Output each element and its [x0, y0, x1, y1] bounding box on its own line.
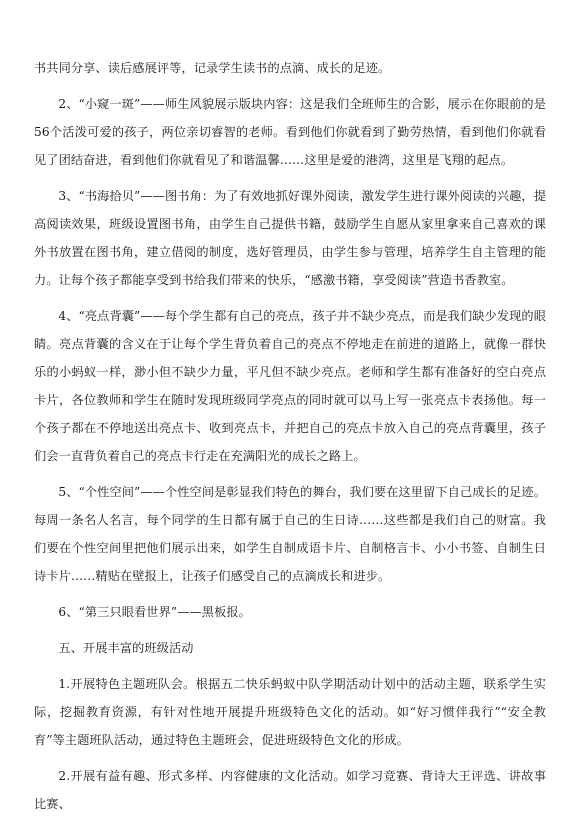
paragraph-item-2: 2、“小窥一斑”——师生风貌展示版块内容：这是我们全班师生的合影，展示在你眼前的是56个活泼可爱的孩子，两位亲切睿智的老师。看到他们你就看到了勤劳热情，看到他们你就看见了团结奋进，看到他们你就看见了和谐温馨……这里是爱的港湾，这里是飞翔的起点。 — [34, 97, 546, 167]
paragraph-item-3: 3、“书海拾贝”——图书角：为了有效地抓好课外阅读，激发学生进行课外阅读的兴趣，提高阅读效果，班级设置图书角，由学生自己提供书籍，鼓励学生自愿从家里拿来自己喜欢的课外书放置在图书角，建立借阅的制度，选好管理员，由学生参与管理，培养学生自主管理的能力。让每个孩子都能享受到书给我们带来的快乐，“感激书籍，享受阅读”营造书香教室。 — [34, 189, 546, 287]
paragraph-activity-2: 2.开展有益有趣、形式多样、内容健康的文化活动。如学习竞赛、背诗大王评选、讲故事比赛、 — [34, 769, 546, 811]
paragraph-continuation: 书共同分享、读后感展评等，记录学生读书的点滴、成长的足迹。 — [34, 61, 391, 75]
paragraph-activity-1: 1.开展特色主题班队会。根据五二快乐蚂蚁中队学期活动计划中的活动主题，联系学生实际，挖掘教育资源，有针对性地开展提升班级特色文化的活动。如“好习惯伴我行”“安全教育”等主题班队活动，通过特色主题班会，促进班级特色文化的形成。 — [34, 677, 546, 747]
paragraph-item-6: 6、“第三只眼看世界”——黑板报。 — [58, 605, 251, 619]
section-heading-5: 五、开展丰富的班级活动 — [58, 641, 194, 655]
paragraph-item-5: 5、“个性空间”——个性空间是彰显我们特色的舞台，我们要在这里留下自己成长的足迹。每周一条名人名言，每个同学的生日都有属于自己的生日诗……这些都是我们自己的财富。我们要在个性空间里把他们展示出来，如学生自制成语卡片、自制格言卡、小小书签、自制生日诗卡片……精贴在壁报上，让孩子们感受自己的点滴成长和进步。 — [34, 485, 546, 583]
document-page — [34, 54, 546, 826]
paragraph-item-4: 4、“亮点背囊”——每个学生都有自己的亮点，孩子并不缺少亮点，而是我们缺少发现的眼睛。亮点背囊的含义在于让每个学生背负着自己的亮点不停地走在前进的道路上，就像一群快乐的小蚂蚁一样，渺小但不缺少力量，平凡但不缺少亮点。老师和学生都有准备好的空白亮点卡片，各位教师和学生在随时发现班级同学亮点的同时就可以马上写一张亮点卡表扬他。每一个孩子都在不停地送出亮点卡、收到亮点卡，并把自己的亮点卡放入自己的亮点背囊里，孩子们会一直背负着自己的亮点卡行走在充满阳光的成长之路上。 — [34, 309, 546, 463]
